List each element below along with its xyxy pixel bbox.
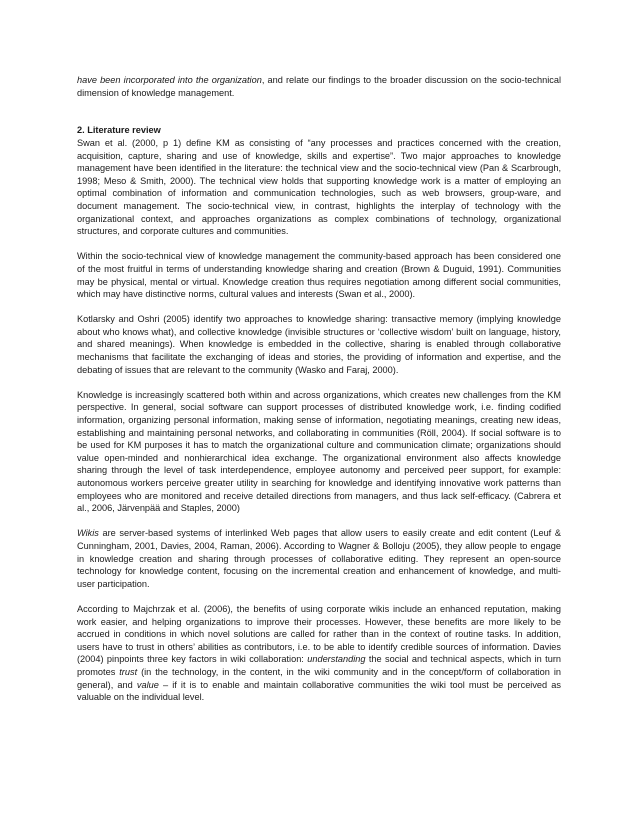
paragraph-5 xyxy=(77,527,561,590)
paragraph-3: Kotlarsky and Oshri (2005) identify two approaches to knowledge sharing: transactive memory (implying knowledge about who knows what), and collective knowledge (invisible structures or ‘collective wisdom’ built on language, history, and shared meanings). When knowledge is embedded in the collective, sharing is enabled through collaborative mechanisms that facilitate the exchanging of ideas and stories, the providing of information and expertise, and the debating of issues that are relevant to the community (Wasko and Faraj, 2000). xyxy=(77,314,561,375)
document-page xyxy=(77,74,561,716)
value-term: value xyxy=(136,679,159,690)
intro-paragraph xyxy=(77,74,561,99)
paragraph-5-text: are server-based systems of interlinked Web pages that allow users to easily create and edit content (Leuf & Cunningham, 2001, Davies, 2004, Raman, 2006). According to Wagner & Bolloju (2005), they allow people to engage in knowledge creation and sharing through processes of collaborative editing. They represent an open-source technology for knowledge content, focusing on the incremental creation and enhancement of knowledge, and multi-user participation. xyxy=(77,528,561,589)
paragraph-6-text-a: According to Majchrzak et al. (2006), the benefits of using corporate wikis include an enhanced reputation, making work easier, and helping organizations to improve their processes. However, these benefits are more likely to be accrued in conditions in which novel solutions are called for rather than in the context of routine tasks. In addition, users have to trust in others’ abilities as contributors, i.e. to be able to identify credible sources of information. Davies (2004) pinpoints three key factors in wiki collaboration: xyxy=(77,603,561,665)
spacer xyxy=(77,112,561,125)
paragraph-4: Knowledge is increasingly scattered both within and across organizations, which creates new challenges from the KM perspective. In general, social software can support processes of distributed knowledge work, i.e. finding codified information, organizing personal information, making sense of information, negotiating meanings, creating new ideas, establishing and maintaining personal networks, and collaborating in communities (Röll, 2004). If social software is to be used for KM purposes it has to match the organizational culture and communication climate; organizations should value open-minded and nonhierarchical idea exchange. The organizational environment also affects knowledge sharing through the level of task interdependence, employee autonomy and perceived peer support, for example: autonomous workers perceive greater utility in searching for knowledge and identifying innovative work patterns than employees who are monitored and receive detailed directions from managers, and thus lack self-efficacy. (Cabrera et al., 2006, Järvenpää and Staples, 2000) xyxy=(77,389,561,514)
section-heading: 2. Literature review xyxy=(77,125,161,136)
paragraph-1: Swan et al. (2000, p 1) define KM as consisting of “any processes and practices concerned with the creation, acquisition, capture, sharing and use of knowledge, skills and expertise”. Two major approaches to knowledge management have been identified in the literature: the technical view and the socio-technical view (Pan & Scarbrough, 1998; Meso & Smith, 2000). The technical view holds that supporting knowledge work is a matter of employing an optimal combination of information and communication technologies, such as web browsers, group-ware, and document management. The socio-technical view, in contrast, highlights the interplay of technology with the organizational context, and approaches organizations as complex combinations of technology, organizational structures, and corporate cultures and communities. xyxy=(77,137,561,237)
paragraph-6-text-c: (in the technology, in the content, in the wiki community and in the concept/form of collaboration in general), and xyxy=(77,666,561,690)
paragraph-6-text-d: – if it is to enable and maintain collaborative communities the wiki tool must be perceived as valuable on the individual level. xyxy=(77,679,561,703)
understanding-term: understanding xyxy=(307,654,366,665)
wikis-term: Wikis xyxy=(77,528,99,539)
intro-italic-text: have been incorporated into the organization xyxy=(77,75,262,85)
intro-text: , and relate our findings to the broader discussion on the socio-technical dimension of knowledge management. xyxy=(77,75,561,98)
paragraph-6-text-b: the social and technical aspects, which in turn promotes xyxy=(77,654,561,677)
paragraph-6 xyxy=(77,603,561,704)
paragraph-2: Within the socio-technical view of knowledge management the community-based approach has been considered one of the most fruitful in terms of understanding knowledge sharing and creation (Brown & Duguid, 1991). Communities may be physical, mental or virtual. Knowledge creation thus requires negotiation among different social communities, which may have distinctive norms, cultural values and interests (Swan et al., 2000). xyxy=(77,251,561,300)
trust-term: trust xyxy=(119,666,138,677)
